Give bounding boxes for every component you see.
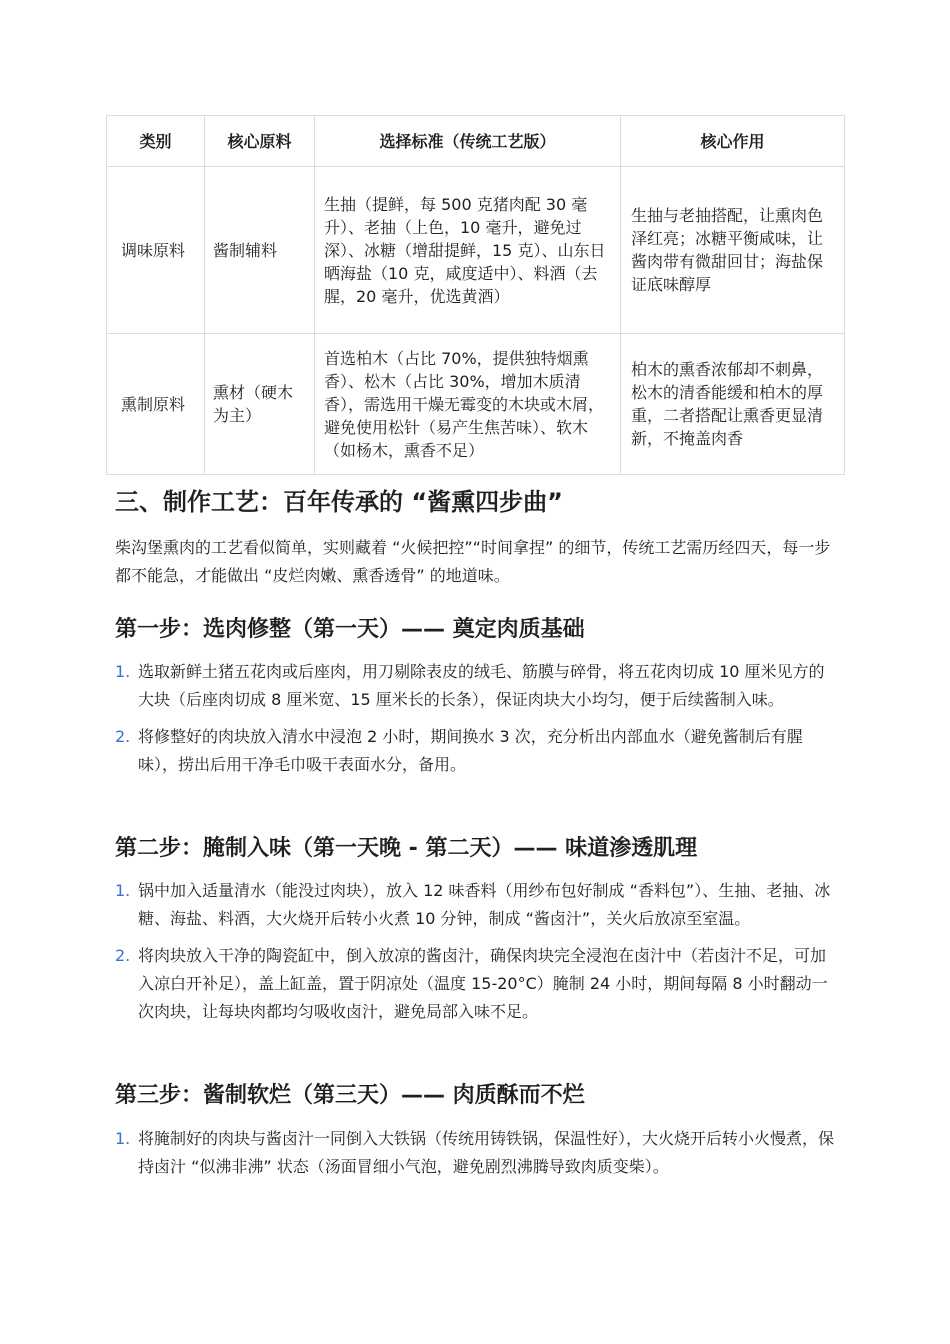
list-item-number: 2. — [115, 946, 131, 965]
table-cell-role: 柏木的熏香浓郁却不刺鼻，松木的清香能缓和柏木的厚重，二者搭配让熏香更显清新，不掩盖肉香 — [621, 334, 845, 475]
materials-table — [106, 115, 845, 475]
table-cell-category: 熏制原料 — [107, 334, 205, 475]
table-row — [107, 167, 845, 334]
list-item-number: 1. — [115, 881, 131, 900]
table-cell-role: 生抽与老抽搭配，让熏肉色泽红亮；冰糖平衡咸味，让酱肉带有微甜回甘；海盐保证底味醇厚 — [621, 167, 845, 334]
list-item — [115, 877, 840, 933]
list-item — [115, 658, 840, 714]
list-item — [115, 723, 840, 779]
table-header-role: 核心作用 — [621, 116, 845, 167]
list-item-number: 1. — [115, 1129, 131, 1148]
table-cell-material: 酱制辅料 — [205, 167, 315, 334]
table-cell-category: 调味原料 — [107, 167, 205, 334]
list-item-number: 2. — [115, 727, 131, 746]
step-2-heading: 第二步：腌制入味（第一天晚 - 第二天）—— 味道渗透肌理 — [115, 836, 698, 861]
list-item — [115, 1125, 840, 1181]
table-row — [107, 334, 845, 475]
step-3-list — [115, 1125, 840, 1190]
table-cell-standard: 生抽（提鲜，每 500 克猪肉配 30 毫升）、老抽（上色，10 毫升，避免过深）、冰糖（增甜提鲜，15 克）、山东日晒海盐（10 克，咸度适中）、料酒（去腥，20 毫升，优选黄酒） — [315, 167, 621, 334]
step-3-heading: 第三步：酱制软烂（第三天）—— 肉质酥而不烂 — [115, 1083, 585, 1108]
table-header-category: 类别 — [107, 116, 205, 167]
list-item-number: 1. — [115, 662, 131, 681]
table-header-standard: 选择标准（传统工艺版） — [315, 116, 621, 167]
section-intro: 柴沟堡熏肉的工艺看似简单，实则藏着 “火候把控”“时间拿捏” 的细节，传统工艺需历经四天，每一步都不能急，才能做出 “皮烂肉嫩、熏香透骨” 的地道味。 — [115, 538, 831, 585]
list-item-text: 将肉块放入干净的陶瓷缸中，倒入放凉的酱卤汁，确保肉块完全浸泡在卤汁中（若卤汁不足，可加入凉白开补足），盖上缸盖，置于阴凉处（温度 15-20°C）腌制 24 小时，期间每隔 8 小时翻动一次肉块，让每块肉都均匀吸收卤汁，避免局部入味不足。 — [138, 946, 828, 1021]
list-item-text: 将腌制好的肉块与酱卤汁一同倒入大铁锅（传统用铸铁锅，保温性好），大火烧开后转小火慢煮，保持卤汁 “似沸非沸” 状态（汤面冒细小气泡，避免剧烈沸腾导致肉质变柴）。 — [138, 1129, 835, 1176]
list-item — [115, 942, 840, 1026]
step-1-list — [115, 658, 840, 788]
table-cell-material: 熏材（硬木为主） — [205, 334, 315, 475]
step-1-heading: 第一步：选肉修整（第一天）—— 奠定肉质基础 — [115, 617, 585, 642]
list-item-text: 选取新鲜土猪五花肉或后座肉，用刀剔除表皮的绒毛、筋膜与碎骨，将五花肉切成 10 厘米见方的大块（后座肉切成 8 厘米宽、15 厘米长的长条），保证肉块大小均匀，便于后续酱制入味。 — [138, 662, 825, 709]
table-header-row — [107, 116, 845, 167]
step-2-list — [115, 877, 840, 1035]
table-header-material: 核心原料 — [205, 116, 315, 167]
list-item-text: 锅中加入适量清水（能没过肉块），放入 12 味香料（用纱布包好制成 “香料包”）、生抽、老抽、冰糖、海盐、料酒，大火烧开后转小火煮 10 分钟，制成 “酱卤汁”，关火后放凉至室温。 — [138, 881, 831, 928]
section-heading: 三、制作工艺：百年传承的 “酱熏四步曲” — [115, 488, 563, 516]
table-cell-standard: 首选柏木（占比 70%，提供独特烟熏香）、松木（占比 30%，增加木质清香），需选用干燥无霉变的木块或木屑，避免使用松针（易产生焦苦味）、软木（如杨木，熏香不足） — [315, 334, 621, 475]
list-item-text: 将修整好的肉块放入清水中浸泡 2 小时，期间换水 3 次，充分析出内部血水（避免酱制后有腥味），捞出后用干净毛巾吸干表面水分，备用。 — [138, 727, 803, 774]
